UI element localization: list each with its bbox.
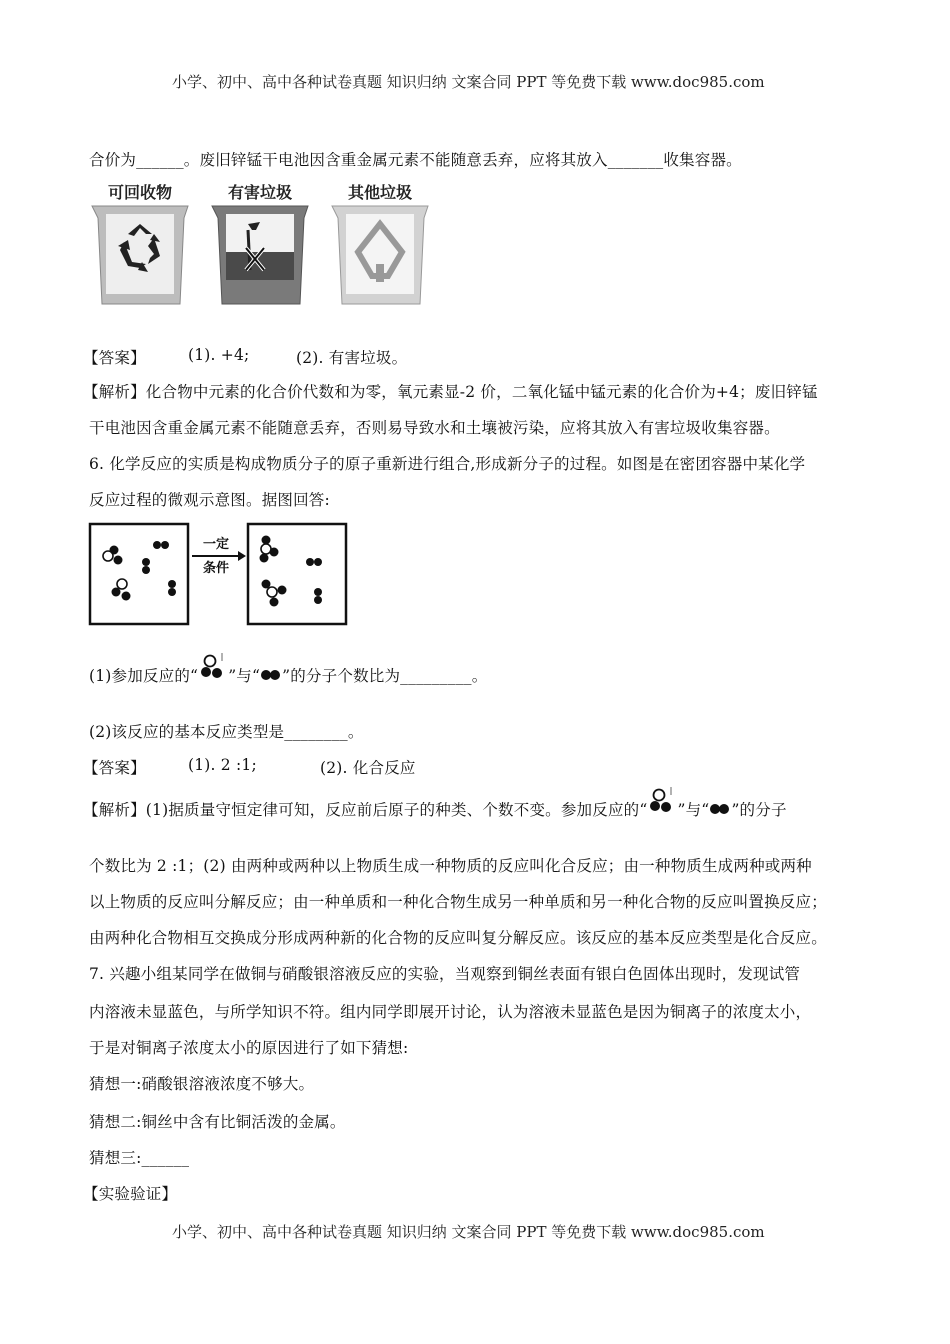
q7-stem-line-1: 7. 兴趣小组某同学在做铜与硝酸银溶液反应的实验，当观察到铜丝表面有银白色固体出现时，发现试管 (89, 965, 801, 983)
other-bin-icon (332, 183, 428, 304)
q7-stem-line-2: 内溶液未显蓝色，与所学知识不符。组内同学即展开讨论，认为溶液未显蓝色是因为铜离子的浓度太小， (89, 1003, 812, 1021)
recyclable-bin-icon (92, 183, 188, 304)
q6-stem-line-1: 6. 化学反应的实质是构成物质分子的原子重新进行组合,形成新分子的过程。如图是在密团容器中某化学 (89, 455, 806, 473)
q5-answer-label: 【答案】 (83, 349, 146, 367)
q6-stem-line-2: 反应过程的微观示意图。据图回答: (89, 491, 330, 509)
q6-analysis-line-1 (83, 798, 787, 820)
q6-answer-1: (1). 2 :1; (188, 756, 257, 774)
q7-guess-2: 猜想二:铜丝中含有比铜活泼的金属。 (89, 1113, 346, 1131)
q5-answer-2: (2). 有害垃圾。 (296, 349, 408, 367)
arrow-condition-bottom: 条件 (202, 561, 230, 576)
q6-subquestion-2: (2)该反应的基本反应类型是________。 (89, 723, 364, 741)
molecule-a-icon (198, 651, 228, 685)
q5-analysis-line-1: 【解析】化合物中元素的化合价代数和为零，氧元素显-2 价，二氧化锰中锰元素的化合价为+4；废旧锌锰 (83, 383, 818, 401)
q6-analysis-line-2: 个数比为 2 :1；(2) 由两种或两种以上物质生成一种物质的反应叫化合反应；由一种物质生成两种或两种 (89, 857, 812, 875)
reaction-diagram (88, 522, 350, 628)
q6-subquestion-1 (89, 664, 487, 686)
molecule-a-icon (647, 785, 677, 819)
q7-stem-line-3: 于是对铜离子浓度太小的原因进行了如下猜想: (89, 1039, 409, 1057)
q6-analysis-part-c: ”的分子 (731, 801, 787, 819)
page-header: 小学、初中、高中各种试卷真题 知识归纳 文案合同 PPT 等免费下载 www.doc985.com (172, 73, 765, 91)
q6-analysis-line-4: 由两种化合物相互交换成分形成两种新的化合物的反应叫复分解反应。该反应的基本反应类型是化合反应。 (89, 929, 827, 947)
q6-sub1-part-c: ”的分子个数比为_________。 (282, 667, 488, 685)
q5-answer-1: (1). +4; (188, 346, 250, 364)
q6-analysis-part-a: 【解析】(1)据质量守恒定律可知，反应前后原子的种类、个数不变。参加反应的“ (83, 801, 648, 819)
bin-label-recyclable: 可回收物 (107, 183, 173, 202)
q6-answer-label: 【答案】 (83, 759, 146, 777)
q5-question-tail: 合价为______。废旧锌锰干电池因含重金属元素不能随意丢弃，应将其放入_______收集容器。 (89, 151, 742, 169)
q6-answer-2: (2). 化合反应 (320, 759, 416, 777)
bin-label-hazardous: 有害垃圾 (227, 183, 293, 202)
q5-analysis-line-2: 干电池因含重金属元素不能随意丢弃，否则易导致水和土壤被污染，应将其放入有害垃圾收集容器。 (89, 419, 780, 437)
hazardous-bin-icon (212, 183, 308, 304)
garbage-bins-figure (88, 178, 438, 310)
bin-label-other: 其他垃圾 (347, 183, 413, 202)
arrow-condition-top: 一定 (202, 537, 230, 552)
q6-sub1-part-b: ”与“ (228, 667, 261, 685)
molecule-b-icon (709, 802, 731, 816)
molecule-b-icon (260, 668, 282, 682)
q6-analysis-part-b: ”与“ (677, 801, 710, 819)
before-box (90, 524, 188, 624)
q6-analysis-line-3: 以上物质的反应叫分解反应；由一种单质和一种化合物生成另一种单质和另一种化合物的反应叫置换反应； (89, 893, 827, 911)
q7-guess-3: 猜想三:______ (89, 1149, 190, 1167)
q7-experiment-heading: 【实验验证】 (83, 1185, 178, 1203)
q6-sub1-part-a: (1)参加反应的“ (89, 667, 199, 685)
q7-guess-1: 猜想一:硝酸银溶液浓度不够大。 (89, 1075, 315, 1093)
page-footer: 小学、初中、高中各种试卷真题 知识归纳 文案合同 PPT 等免费下载 www.doc985.com (172, 1223, 765, 1241)
